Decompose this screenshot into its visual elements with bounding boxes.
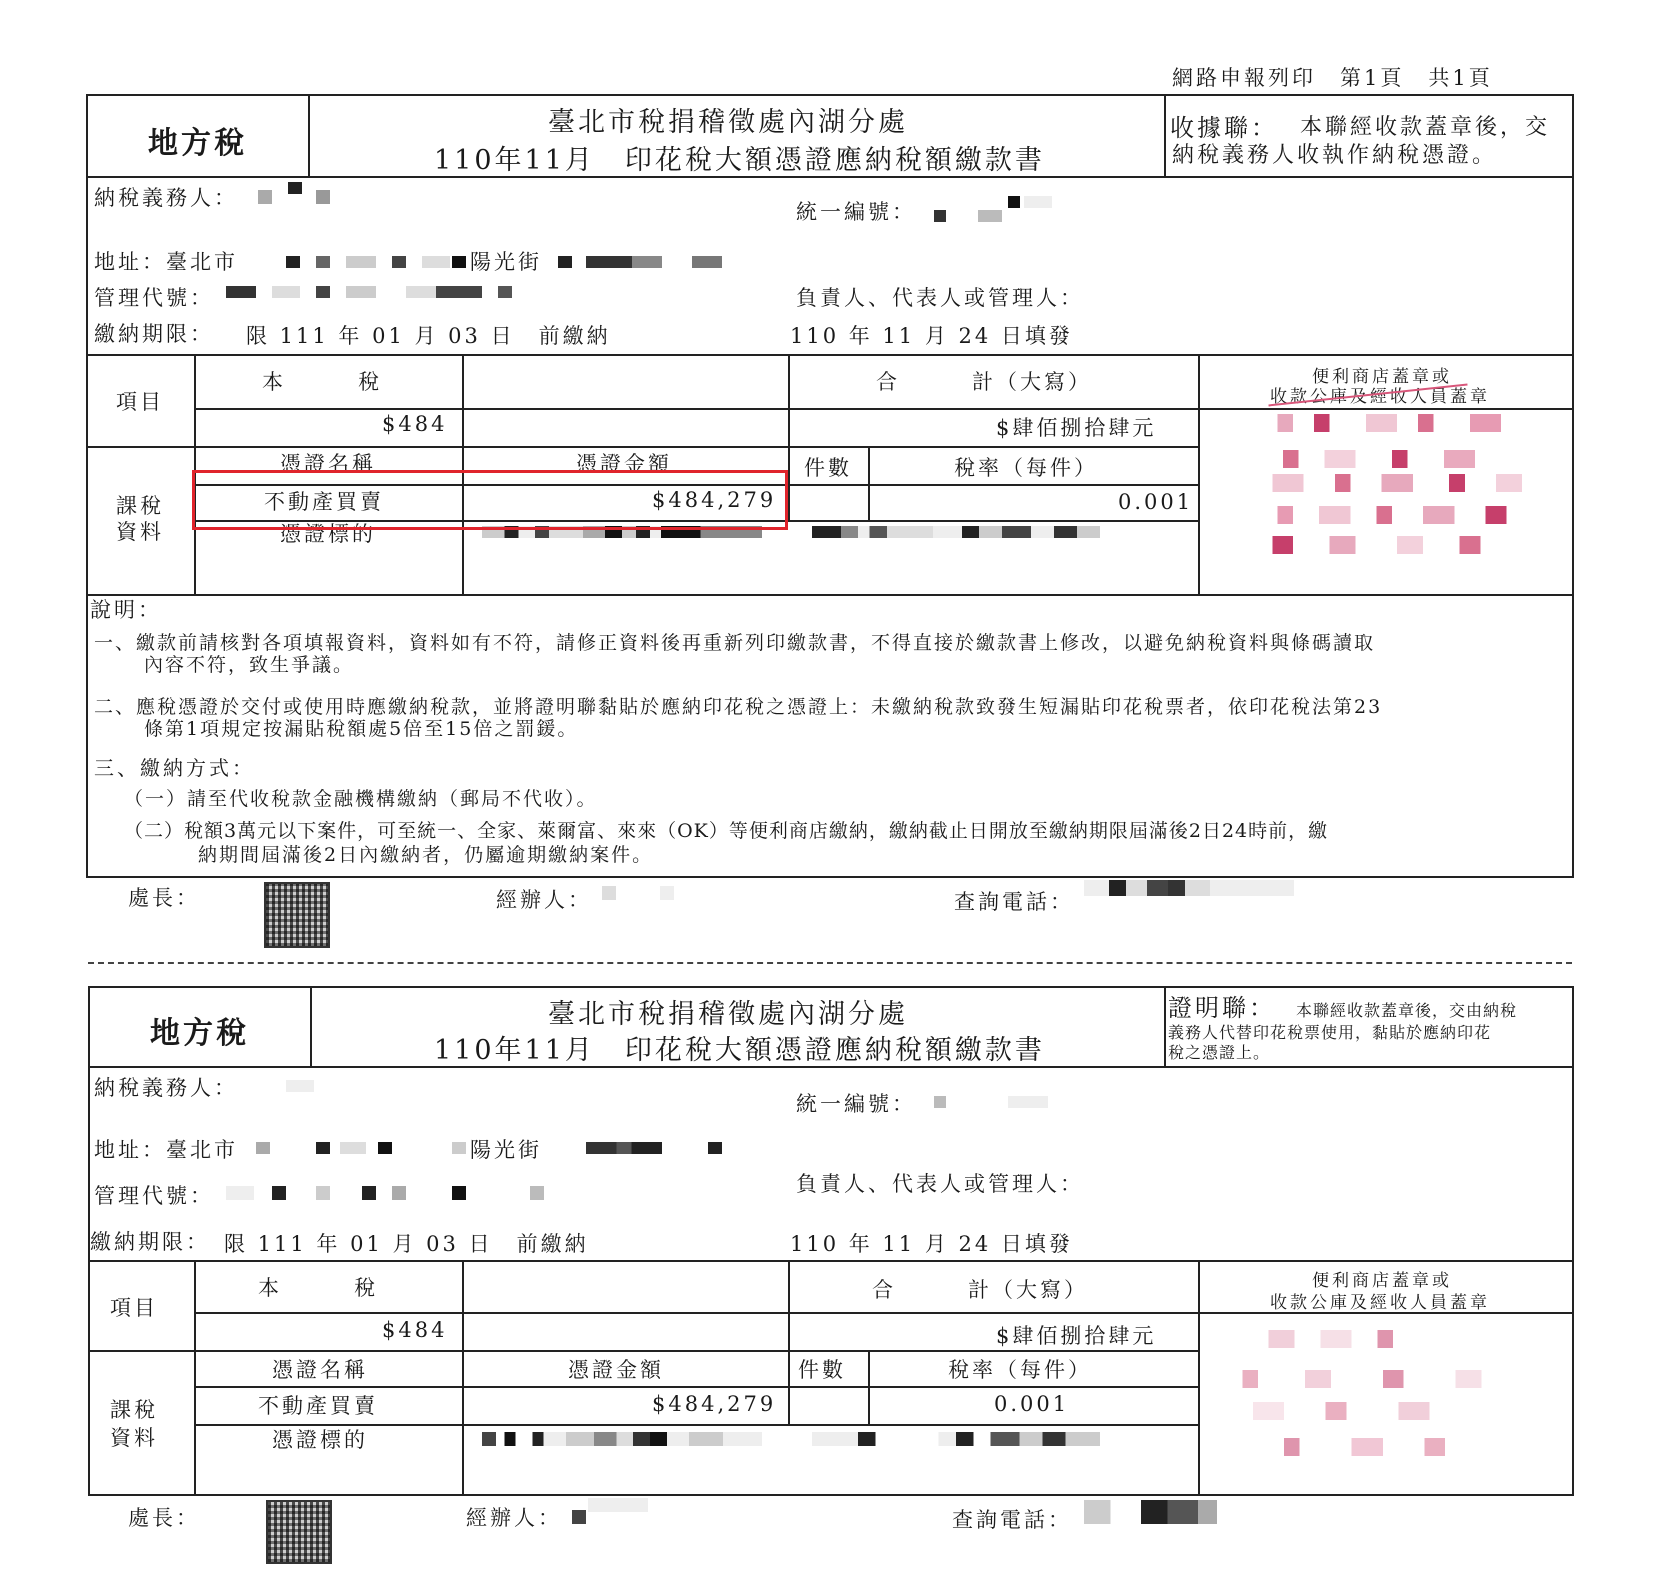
voucher-amount-label: 憑證金額 <box>576 452 672 476</box>
issue-date: 110 年 11 月 24 日填發 <box>790 324 1073 348</box>
mgmt-code-label-2: 管理代號： <box>94 1184 214 1208</box>
voucher-name: 不動產買賣 <box>264 490 384 514</box>
address-label: 地址：臺北市 <box>94 250 238 274</box>
office-name-2: 臺北市稅捐稽徵處內湖分處 <box>548 999 908 1030</box>
phone-label-2: 查詢電話： <box>952 1508 1072 1532</box>
voucher-name-label-2: 憑證名稱 <box>272 1358 368 1382</box>
uid-label-2: 統一編號： <box>796 1092 916 1116</box>
responsible-label-2: 負責人、代表人或管理人： <box>796 1172 1084 1196</box>
notes-title: 說明： <box>90 598 162 622</box>
voucher-amount-label-2: 憑證金額 <box>568 1358 664 1382</box>
item-label-2: 項目 <box>110 1296 158 1320</box>
director-label: 處長： <box>128 886 200 910</box>
rate-value-2: 0.001 <box>994 1392 1070 1416</box>
store-stamp-label-1b: 便利商店蓋章或 <box>1312 1271 1452 1291</box>
copy-desc-1: 本聯經收款蓋章後，交 <box>1300 115 1551 140</box>
item-label: 項目 <box>116 390 164 414</box>
form-title: 110年11月 印花稅大額憑證應納稅額繳款書 <box>434 145 1045 176</box>
director-label-2: 處長： <box>128 1506 200 1530</box>
taxpayer-label-2: 納稅義務人： <box>94 1076 238 1100</box>
note-3: 三、繳納方式： <box>94 756 255 780</box>
total-value: $肆佰捌拾肆元 <box>996 416 1157 440</box>
deadline-text: 限 111 年 01 月 03 日 前繳納 <box>246 324 611 348</box>
count-label: 件數 <box>804 456 852 480</box>
note-2-line-2: 條第1項規定按漏貼稅額處5倍至15倍之罰鍰。 <box>144 718 579 740</box>
phone-label: 查詢電話： <box>954 890 1074 914</box>
taxpayer-label: 納稅義務人： <box>94 186 238 210</box>
deadline-text-2: 限 111 年 01 月 03 日 前繳納 <box>224 1232 589 1256</box>
voucher-name-label: 憑證名稱 <box>280 452 376 476</box>
rate-label-2: 稅率（每件） <box>948 1358 1092 1382</box>
rate-label: 稅率（每件） <box>954 456 1098 480</box>
store-seal-2 <box>1232 1330 1492 1480</box>
rate-value: 0.001 <box>1118 490 1194 514</box>
responsible-label: 負責人、代表人或管理人： <box>796 286 1084 310</box>
issue-date-2: 110 年 11 月 24 日填發 <box>790 1232 1073 1256</box>
levy-label-1: 課稅 <box>116 494 164 518</box>
voucher-object-label: 憑證標的 <box>280 522 376 546</box>
tear-line <box>88 962 1572 964</box>
address-label-2: 地址：臺北市 <box>94 1138 238 1162</box>
deadline-label: 繳納期限： <box>94 322 214 346</box>
base-tax-value-2: $484 <box>382 1318 448 1342</box>
mgmt-code-label: 管理代號： <box>94 286 214 310</box>
note-1-line-2: 內容不符，致生爭議。 <box>144 654 355 676</box>
total-label-2: 合 計（大寫） <box>872 1278 1088 1302</box>
levy-label-2: 資料 <box>116 520 164 544</box>
total-label: 合 計（大寫） <box>876 370 1092 394</box>
count-label-2: 件數 <box>798 1358 846 1382</box>
store-seal <box>1262 414 1522 566</box>
base-tax-label: 本 稅 <box>262 370 382 394</box>
address-street: 陽光街 <box>470 250 542 274</box>
copy2-desc-2: 義務人代替印花稅票使用，黏貼於應納印花 <box>1168 1023 1492 1042</box>
handler-label-2: 經辦人： <box>466 1506 562 1530</box>
levy-label-1b: 課稅 <box>110 1398 158 1422</box>
copy-desc-2: 納稅義務人收執作納稅憑證。 <box>1172 143 1498 168</box>
director-seal <box>264 882 330 948</box>
copy2-desc-3: 稅之憑證上。 <box>1168 1043 1271 1062</box>
note-3-2-line-2: 納期間屆滿後2日內繳納者，仍屬逾期繳納案件。 <box>198 844 654 866</box>
note-3-1: （一）請至代收稅款金融機構繳納（郵局不代收）。 <box>124 788 598 810</box>
director-seal-2 <box>266 1500 332 1564</box>
note-1-line-1: 一、繳款前請核對各項填報資料，資料如有不符，請修正資料後再重新列印繳款書，不得直接於繳款書上修改，以避免納稅資料與條碼讀取 <box>94 632 1376 654</box>
office-name: 臺北市稅捐稽徵處內湖分處 <box>548 107 908 138</box>
levy-label-2b: 資料 <box>110 1426 158 1450</box>
voucher-amount: $484,279 <box>652 488 777 512</box>
store-stamp-label-2b: 收款公庫及經收人員蓋章 <box>1270 1293 1490 1313</box>
note-2-line-1: 二、應稅憑證於交付或使用時應繳納稅款，並將證明聯黏貼於應納印花稅之憑證上：未繳納稅款致發生短漏貼印花稅票者，依印花稅法第23 <box>94 696 1383 718</box>
base-tax-label-2: 本 稅 <box>258 1276 378 1300</box>
address-street-2: 陽光街 <box>470 1138 542 1162</box>
copy-name-2: 證明聯： <box>1168 994 1276 1022</box>
store-stamp-label-1: 便利商店蓋章或 <box>1312 367 1452 387</box>
voucher-object-label-2: 憑證標的 <box>272 1428 368 1452</box>
tax-type-label-2: 地方稅 <box>150 1016 249 1051</box>
copy2-desc-1: 本聯經收款蓋章後，交由納稅 <box>1296 1001 1518 1020</box>
highlight-box <box>192 470 788 530</box>
uid-label: 統一編號： <box>796 200 916 224</box>
total-value-2: $肆佰捌拾肆元 <box>996 1324 1157 1348</box>
handler-label: 經辦人： <box>496 888 592 912</box>
voucher-name-2: 不動產買賣 <box>258 1394 378 1418</box>
note-3-2-line-1: （二）稅額3萬元以下案件，可至統一、全家、萊爾富、來來（OK）等便利商店繳納，繳納截止日開放至繳納期限屆滿後2日24時前，繳 <box>124 820 1329 842</box>
base-tax-value: $484 <box>382 412 448 436</box>
tax-type-label: 地方稅 <box>148 126 247 161</box>
print-page-note: 網路申報列印 第1頁 共1頁 <box>1172 66 1493 90</box>
copy-name: 收據聯： <box>1170 114 1278 142</box>
form-title-2: 110年11月 印花稅大額憑證應納稅額繳款書 <box>434 1035 1045 1066</box>
voucher-amount-2: $484,279 <box>652 1392 777 1416</box>
store-stamp-label-2: 收款公庫及經收人員蓋章 <box>1270 387 1490 407</box>
deadline-label-2: 繳納期限： <box>90 1230 210 1254</box>
